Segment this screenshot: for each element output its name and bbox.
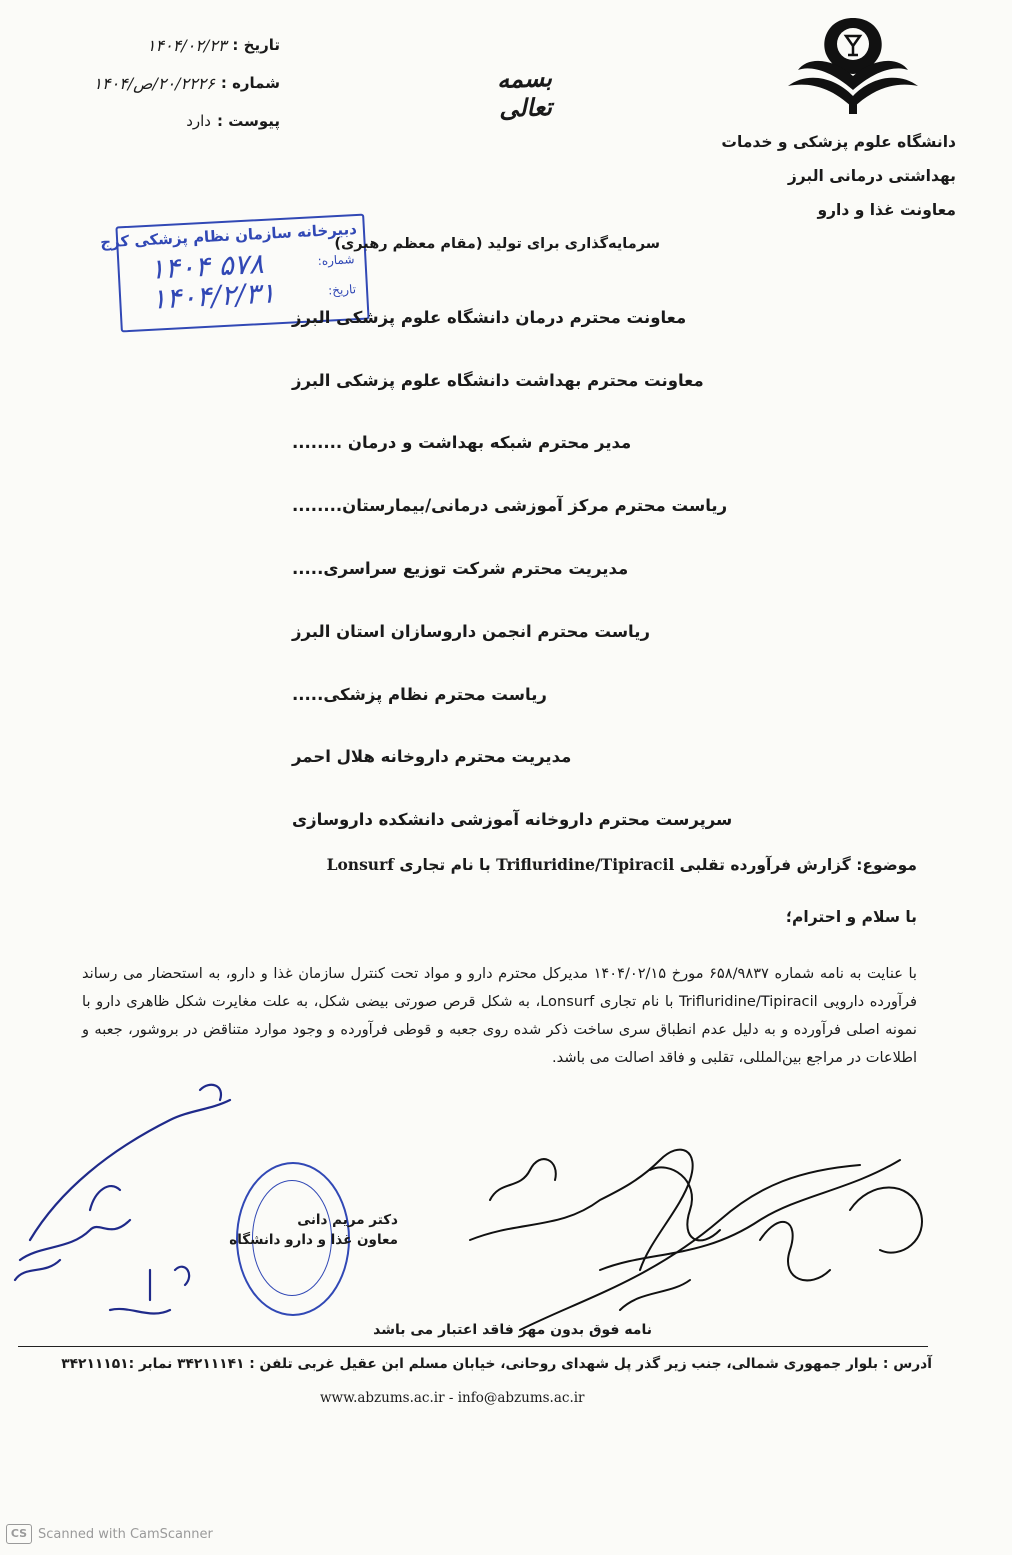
number-label: شماره :	[220, 74, 280, 92]
signatory	[229, 1210, 398, 1250]
receipt-date-value: ۱۴۰۴/۲/۳۱	[150, 276, 277, 316]
letter-metadata	[90, 26, 280, 140]
attachment-value: دارد	[186, 112, 211, 130]
receipt-date-label: تاریخ:	[327, 282, 357, 298]
recipient-line: ریاست محترم نظام پزشکی.....	[292, 684, 547, 704]
org-line: دانشگاه علوم پزشکی و خدمات	[721, 133, 956, 151]
receipt-stamp-title: دبیرخانه سازمان نظام پزشکی کرج	[99, 219, 358, 252]
signatory-name: دکتر مریم دانی	[297, 1212, 398, 1228]
date-label: تاریخ :	[232, 36, 280, 54]
org-line: بهداشتی درمانی البرز	[787, 167, 956, 185]
attachment-label: پیوست :	[216, 112, 280, 130]
recipients-list	[292, 286, 932, 851]
number-value: ۲۰/۲۲۲۶/ص/۱۴۰۴	[93, 73, 215, 93]
recipient-line: سرپرست محترم داروخانه آموزشی دانشکده داروسازی	[292, 810, 733, 830]
subject-brand-name: Lonsurf	[326, 855, 394, 874]
bismillah-heading: بسمه تعالی	[496, 63, 553, 123]
university-logo	[778, 10, 928, 122]
date-value: ۱۴۰۴/۰۲/۲۳	[146, 35, 227, 55]
subject-prefix: موضوع: گزارش فرآورده تقلبی	[679, 856, 917, 874]
org-line: معاونت غذا و دارو	[817, 201, 956, 219]
signatory-title: معاون غذا و دارو دانشگاه	[229, 1232, 398, 1248]
camscanner-logo-icon: CS	[6, 1524, 32, 1544]
receipt-number-label: شماره:	[317, 252, 355, 269]
attachment-row	[90, 102, 280, 140]
body-part-2: با نام تجاری	[599, 993, 674, 1010]
number-row	[90, 64, 280, 102]
date-row	[90, 26, 280, 64]
body-brand-name: Lonsurf	[540, 993, 595, 1010]
recipient-line: معاونت محترم درمان دانشگاه علوم پزشکی البرز	[292, 307, 687, 327]
letter-body	[82, 960, 917, 1072]
recipient-line: مدیر محترم شبکه بهداشت و درمان ........	[292, 433, 632, 453]
subject-drug-name: Trifluridine/Tipiracil	[496, 855, 675, 874]
camscanner-text: Scanned with CamScanner	[38, 1526, 213, 1542]
recipient-line: ریاست محترم انجمن داروسازان استان البرز	[292, 621, 650, 641]
recipient-line: معاونت محترم بهداشت دانشگاه علوم پزشکی البرز	[292, 370, 704, 390]
camscanner-watermark	[6, 1524, 213, 1544]
organization-name	[656, 125, 956, 227]
body-drug-name: Trifluridine/Tipiracil	[678, 993, 818, 1010]
recipient-line: مدیریت محترم شرکت توزیع سراسری.....	[292, 559, 629, 579]
subject-line	[217, 855, 917, 874]
recipient-line: مدیریت محترم داروخانه هلال احمر	[292, 747, 572, 767]
handwritten-annotations	[0, 1070, 1012, 1350]
footer-contact: www.abzums.ac.ir - info@abzums.ac.ir	[320, 1390, 585, 1406]
footer-divider	[18, 1346, 928, 1347]
body-part-3: ، به شکل قرص صورتی بیضی شکل، به علت مغایرت شکل ظاهری دارو با نمونه اصلی فرآورده و به دلیل عدم انطباق سری ساخت ذکر شده روی جعبه و قوطی فرآورده و وجود موارد متناقض در بروشور، جعبه و اطلاعات در مراجع بین‌المللی، تقلبی و فاقد اصالت می باشد.	[82, 993, 917, 1066]
recipient-line: ریاست محترم مرکز آموزشی درمانی/بیمارستان........	[292, 496, 728, 516]
slogan: سرمایه‌گذاری برای تولید (مقام معظم رهبری)	[334, 236, 660, 252]
greeting: با سلام و احترام؛	[785, 908, 917, 926]
footer-address: آدرس : بلوار جمهوری شمالی، جنب زیر گذر پل شهدای روحانی، خیابان مسلم ابن عقیل غربی تلفن : ۳۴۲۱۱۱۴۱ نمابر :۳۴۲۱۱۱۵۱	[61, 1356, 932, 1372]
validity-note: نامه فوق بدون مهر فاقد اعتبار می باشد	[373, 1322, 652, 1338]
receipt-number-value: ۱۴۰۴ ۵۷۸	[148, 246, 265, 286]
body-part-1: با عنایت به نامه شماره ۶۵۸/۹۸۳۷ مورخ ۱۴۰۴/۰۲/۱۵ مدیرکل محترم دارو و مواد تحت کنترل سازمان غذا و دارو، به استحضار می رساند فرآورده دارویی	[82, 965, 918, 1010]
subject-middle: با نام تجاری	[399, 856, 491, 874]
